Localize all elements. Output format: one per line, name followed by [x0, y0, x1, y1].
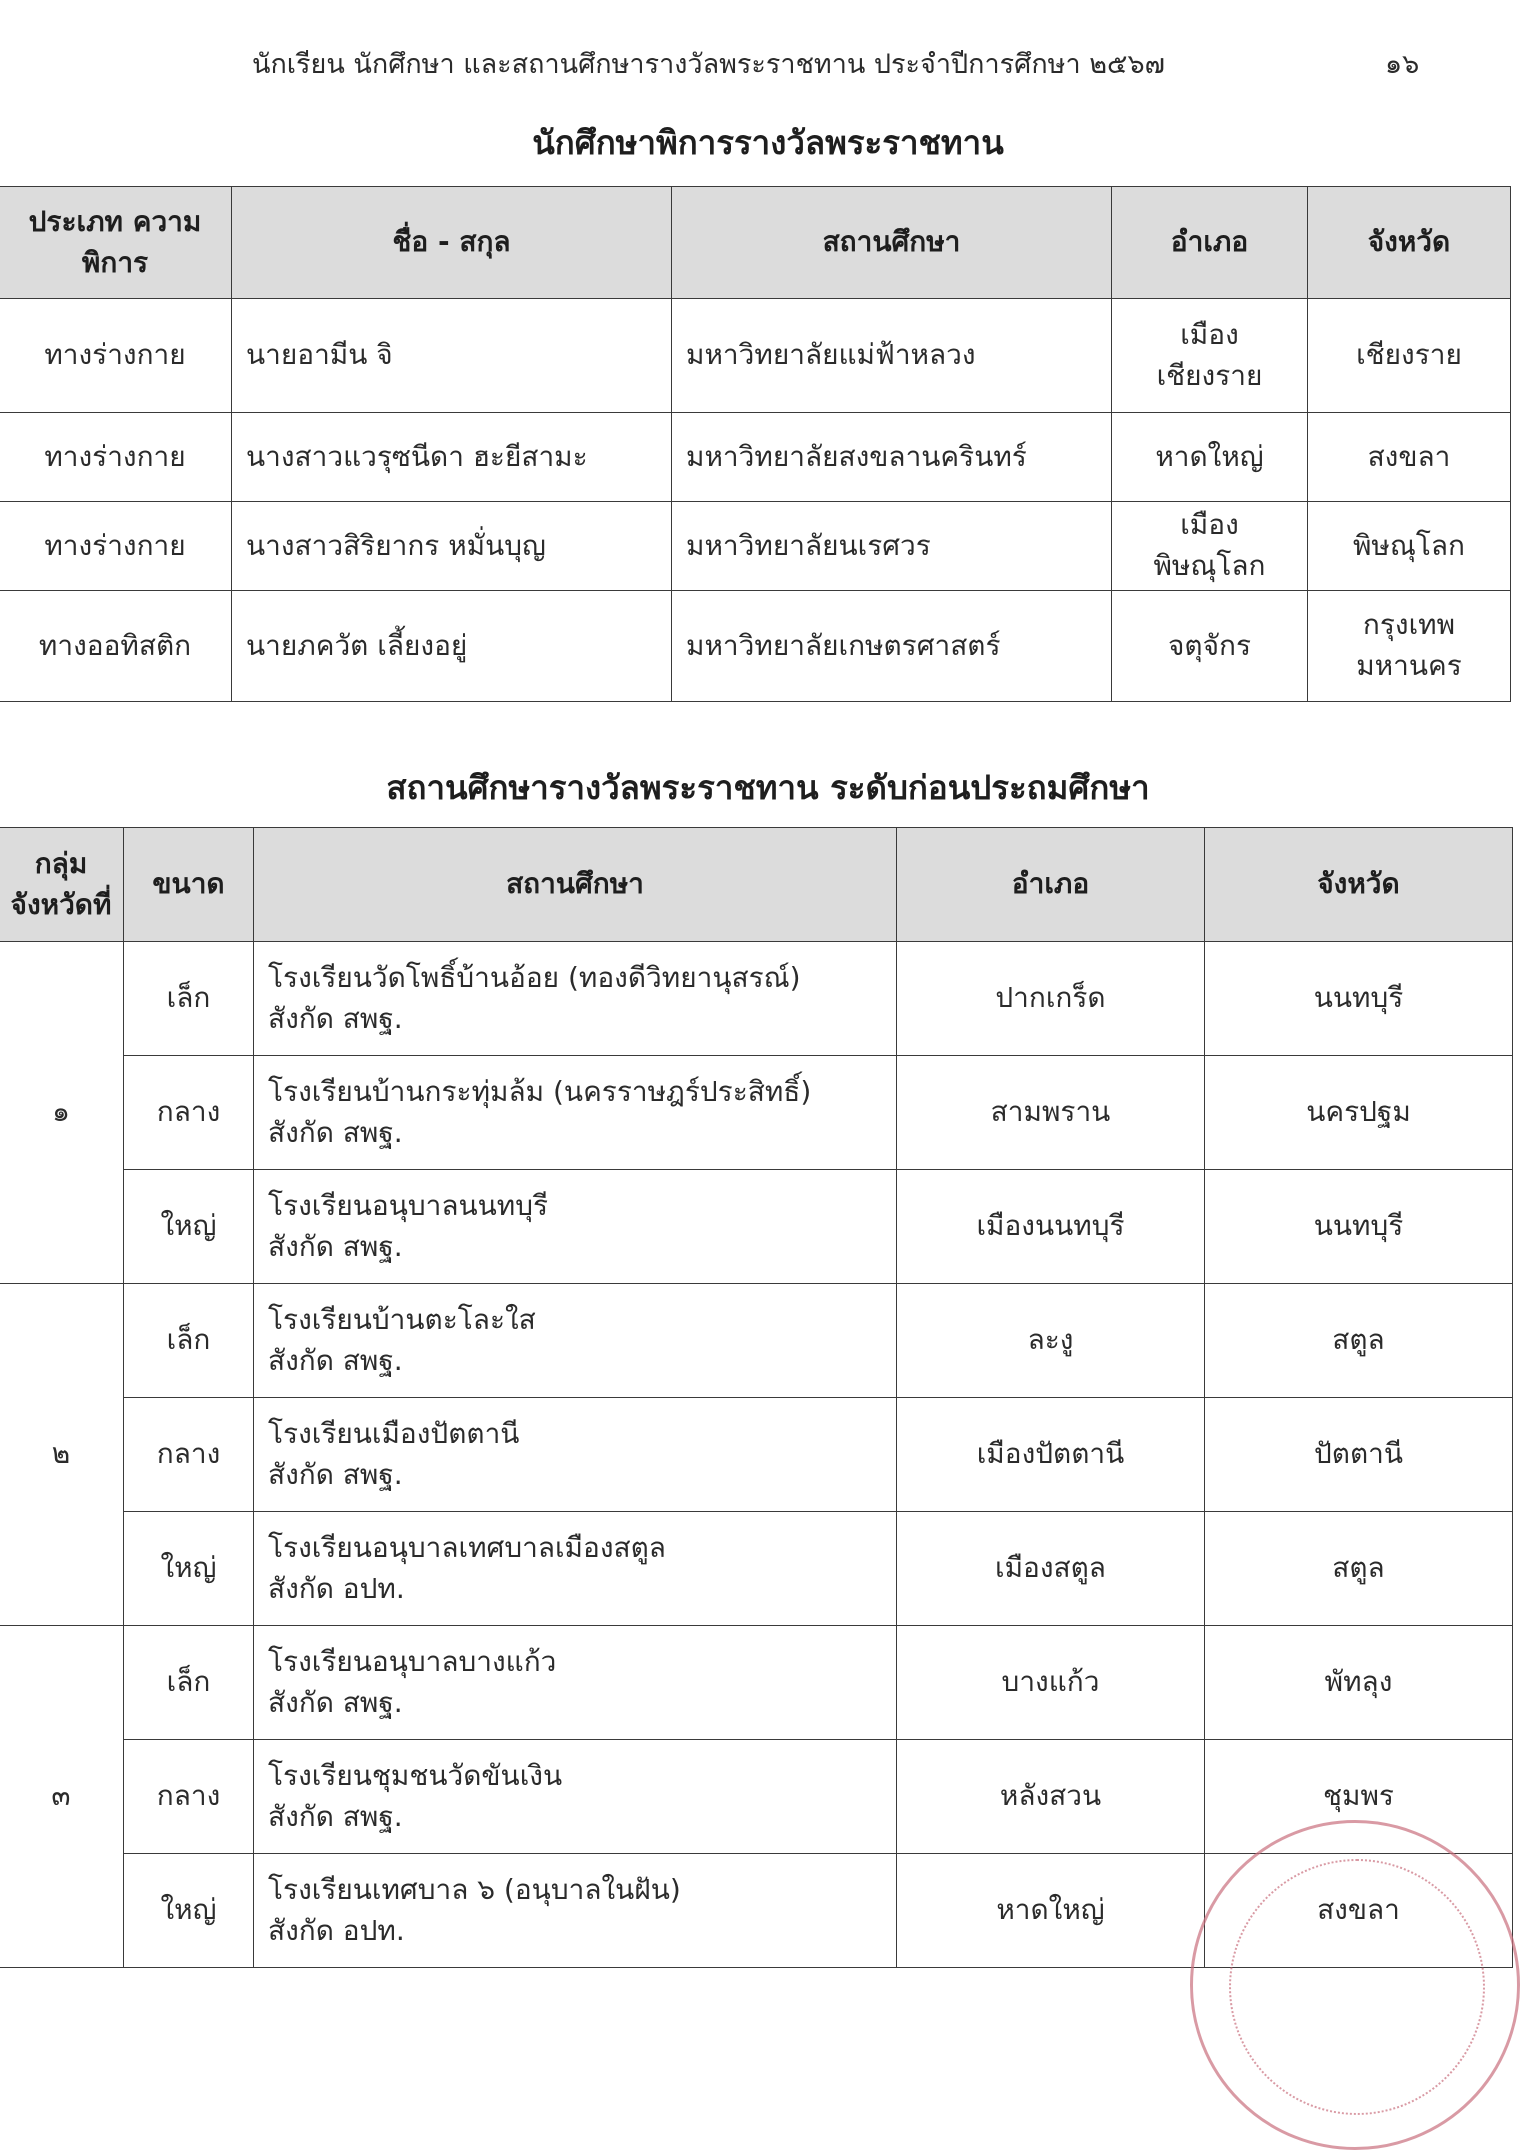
table-row	[0, 1626, 1513, 1740]
table-row	[0, 299, 1511, 413]
table-row	[0, 413, 1511, 502]
table-row	[0, 591, 1511, 702]
district-cell: จตุจักร	[1112, 591, 1308, 702]
district-cell: หาดใหญ่	[897, 1854, 1205, 1968]
student-name-cell: นางสาวสิริยากร หมั่นบุญ	[232, 502, 672, 591]
section-title-disabled-students: นักศึกษาพิการรางวัลพระราชทาน	[532, 123, 1004, 162]
province-group-cell: ๓	[0, 1626, 124, 1968]
district-cell: สามพราน	[897, 1056, 1205, 1170]
column-header: ประเภท ความพิการ	[0, 187, 232, 299]
district-cell: เมืองนนทบุรี	[897, 1170, 1205, 1284]
column-header: อำเภอ	[1112, 187, 1308, 299]
column-header: สถานศึกษา	[672, 187, 1112, 299]
disability-type-cell: ทางร่างกาย	[0, 413, 232, 502]
page-header	[0, 42, 1536, 82]
district-cell: เมืองพิษณุโลก	[1112, 502, 1308, 591]
column-header: ขนาด	[124, 828, 254, 942]
preschool-institutions-table	[0, 827, 1513, 1968]
school-name: โรงเรียนบ้านตะโละใส	[268, 1302, 536, 1336]
district-cell: เมืองปัตตานี	[897, 1398, 1205, 1512]
school-name: โรงเรียนบ้านกระทุ่มล้ม (นครราษฎร์ประสิทธิ์)	[268, 1074, 812, 1108]
school-affiliation: สังกัด สพฐ.	[268, 1343, 403, 1377]
school-affiliation: สังกัด สพฐ.	[268, 1685, 403, 1719]
school-name: โรงเรียนอนุบาลเทศบาลเมืองสตูล	[268, 1530, 666, 1564]
school-affiliation: สังกัด สพฐ.	[268, 1799, 403, 1833]
province-cell: พัทลุง	[1205, 1626, 1513, 1740]
institution-cell	[254, 1854, 897, 1968]
district-cell: เมืองสตูล	[897, 1512, 1205, 1626]
province-cell: นนทบุรี	[1205, 1170, 1513, 1284]
table-row	[0, 1170, 1513, 1284]
size-cell: ใหญ่	[124, 1854, 254, 1968]
school-affiliation: สังกัด สพฐ.	[268, 1115, 403, 1149]
column-header: อำเภอ	[897, 828, 1205, 942]
size-cell: ใหญ่	[124, 1170, 254, 1284]
size-cell: กลาง	[124, 1398, 254, 1512]
column-header: จังหวัด	[1205, 828, 1513, 942]
province-cell: สงขลา	[1205, 1854, 1513, 1968]
school-name: โรงเรียนเมืองปัตตานี	[268, 1416, 520, 1450]
column-header: ชื่อ - สกุล	[232, 187, 672, 299]
district-cell: บางแก้ว	[897, 1626, 1205, 1740]
student-name-cell: นายภควัต เลี้ยงอยู่	[232, 591, 672, 702]
province-cell: สตูล	[1205, 1284, 1513, 1398]
column-header: กลุ่ม จังหวัดที่	[0, 828, 124, 942]
institution-cell	[254, 1170, 897, 1284]
province-cell: สตูล	[1205, 1512, 1513, 1626]
disabled-students-table	[0, 186, 1511, 702]
province-cell: สงขลา	[1308, 413, 1511, 502]
column-header: จังหวัด	[1308, 187, 1511, 299]
province-cell: ปัตตานี	[1205, 1398, 1513, 1512]
institution-cell	[254, 942, 897, 1056]
institution-cell	[254, 1398, 897, 1512]
student-name-cell: นายอามีน จิ	[232, 299, 672, 413]
disability-type-cell: ทางร่างกาย	[0, 502, 232, 591]
size-cell: กลาง	[124, 1056, 254, 1170]
table-row	[0, 502, 1511, 591]
school-affiliation: สังกัด อปท.	[268, 1913, 405, 1947]
institution-cell	[254, 1284, 897, 1398]
institution-cell: มหาวิทยาลัยแม่ฟ้าหลวง	[672, 299, 1112, 413]
seal-ring	[1229, 1859, 1485, 2115]
size-cell: เล็ก	[124, 1626, 254, 1740]
province-cell: ชุมพร	[1205, 1740, 1513, 1854]
province-cell: นนทบุรี	[1205, 942, 1513, 1056]
institution-cell: มหาวิทยาลัยสงขลานครินทร์	[672, 413, 1112, 502]
table-row	[0, 1512, 1513, 1626]
school-name: โรงเรียนอนุบาลนนทบุรี	[268, 1188, 549, 1222]
table-header-row	[0, 187, 1511, 299]
school-name: โรงเรียนเทศบาล ๖ (อนุบาลในฝัน)	[268, 1872, 681, 1906]
school-name: โรงเรียนวัดโพธิ์บ้านอ้อย (ทองดีวิทยานุสรณ์)	[268, 960, 801, 994]
size-cell: เล็ก	[124, 942, 254, 1056]
column-header: สถานศึกษา	[254, 828, 897, 942]
province-cell: พิษณุโลก	[1308, 502, 1511, 591]
province-group-cell: ๑	[0, 942, 124, 1284]
district-cell: เมือง เชียงราย	[1112, 299, 1308, 413]
size-cell: เล็ก	[124, 1284, 254, 1398]
student-name-cell: นางสาวแวรุซนีดา ฮะยีสามะ	[232, 413, 672, 502]
institution-cell	[254, 1626, 897, 1740]
table-row	[0, 1056, 1513, 1170]
institution-cell: มหาวิทยาลัยนเรศวร	[672, 502, 1112, 591]
district-cell: หลังสวน	[897, 1740, 1205, 1854]
seal-icon	[1190, 1820, 1520, 2150]
school-affiliation: สังกัด อปท.	[268, 1571, 405, 1605]
province-cell: กรุงเทพ มหานคร	[1308, 591, 1511, 702]
district-cell: ละงู	[897, 1284, 1205, 1398]
province-cell: เชียงราย	[1308, 299, 1511, 413]
table-row	[0, 942, 1513, 1056]
size-cell: ใหญ่	[124, 1512, 254, 1626]
size-cell: กลาง	[124, 1740, 254, 1854]
province-cell: นครปฐม	[1205, 1056, 1513, 1170]
school-affiliation: สังกัด สพฐ.	[268, 1001, 403, 1035]
school-name: โรงเรียนชุมชนวัดขันเงิน	[268, 1758, 563, 1792]
institution-cell	[254, 1056, 897, 1170]
school-affiliation: สังกัด สพฐ.	[268, 1229, 403, 1263]
province-group-cell: ๒	[0, 1284, 124, 1626]
school-name: โรงเรียนอนุบาลบางแก้ว	[268, 1644, 557, 1678]
table-row	[0, 1284, 1513, 1398]
document-header-title: นักเรียน นักศึกษา และสถานศึกษารางวัลพระราชทาน ประจำปีการศึกษา ๒๕๖๗	[252, 49, 1165, 80]
disability-type-cell: ทางร่างกาย	[0, 299, 232, 413]
institution-cell: มหาวิทยาลัยเกษตรศาสตร์	[672, 591, 1112, 702]
page-number: ๑๖	[1385, 49, 1420, 80]
table-header-row	[0, 828, 1513, 942]
school-affiliation: สังกัด สพฐ.	[268, 1457, 403, 1491]
institution-cell	[254, 1512, 897, 1626]
table-row	[0, 1398, 1513, 1512]
section-title-preschool-institutions: สถานศึกษารางวัลพระราชทาน ระดับก่อนประถมศึกษา	[386, 768, 1150, 807]
institution-cell	[254, 1740, 897, 1854]
disability-type-cell: ทางออทิสติก	[0, 591, 232, 702]
district-cell: หาดใหญ่	[1112, 413, 1308, 502]
district-cell: ปากเกร็ด	[897, 942, 1205, 1056]
